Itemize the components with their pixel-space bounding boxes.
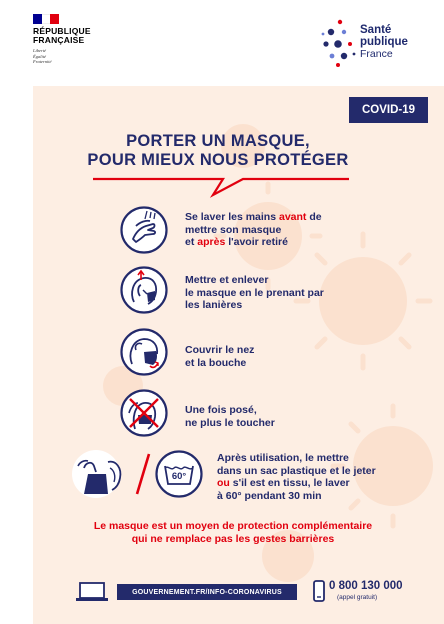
spf-line2: publique (360, 36, 408, 48)
step-5-text (217, 452, 422, 502)
step-text-segment: à 60° pendant 30 min (217, 489, 322, 502)
republique-line1: RÉPUBLIQUE (33, 26, 91, 36)
step-text-segment: Mettre et enlever (185, 274, 269, 286)
step-3-text (185, 344, 375, 369)
step-text-segment: les lanières (185, 299, 243, 311)
warning-message (53, 520, 413, 546)
handwashing-icon (120, 206, 168, 254)
step-text-segment: l'avoir retiré (225, 236, 288, 248)
step-1-text (185, 211, 375, 249)
phone-note: (appel gratuit) (337, 594, 378, 601)
title-line1: PORTER UN MASQUE, (126, 132, 310, 150)
spf-wordmark (360, 24, 408, 60)
warning-line1: Le masque est un moyen de protection complémentaire (93, 520, 373, 532)
warning-line2: qui ne remplace pas les gestes barrières (131, 533, 335, 545)
step-text-segment: Après utilisation, le mettre (217, 452, 349, 464)
poster-title (63, 132, 373, 170)
step-text-segment: ne plus le toucher (185, 416, 275, 429)
motto-egalite: Égalité (33, 53, 46, 59)
info-url-link[interactable]: GOUVERNEMENT.FR/INFO-CORONAVIRUS (117, 584, 297, 600)
motto-liberte: Liberté (33, 48, 46, 53)
french-flag-icon (33, 14, 59, 24)
header (0, 0, 444, 86)
step-2-text (185, 274, 375, 312)
step-text-segment: mettre son masque (185, 223, 282, 236)
phone-number[interactable]: 0 800 130 000 (329, 580, 403, 592)
step-text-segment: et (185, 236, 198, 248)
spf-line3: France (360, 48, 393, 60)
wash-60-icon (155, 450, 203, 498)
plastic-bag-icon (70, 448, 130, 500)
laptop-icon (75, 582, 109, 602)
highlight-text: ou (217, 477, 230, 489)
cover-nose-mouth-icon (120, 328, 168, 376)
mask-straps-icon (120, 266, 168, 314)
no-touch-icon (120, 389, 168, 437)
phone-icon (313, 580, 325, 602)
highlight-text: après (197, 236, 226, 248)
step-text-segment: le masque en le prenant par (185, 286, 324, 299)
spf-line1: Santé (360, 24, 392, 36)
slash-divider-icon (133, 450, 153, 498)
speech-bubble-line-icon (91, 176, 351, 198)
step-text-segment: dans un sac plastique et le jeter (217, 464, 376, 477)
motto-fraternite: Fraternité (33, 59, 52, 64)
title-line2: POUR MIEUX NOUS PROTÉGER (87, 151, 349, 169)
covid-badge: COVID-19 (349, 97, 428, 123)
wash-temp-label: 60° (171, 471, 187, 482)
sante-publique-france-logo (320, 14, 430, 74)
spf-dots-icon (320, 18, 358, 68)
step-4-text (185, 404, 375, 429)
republique-line2: FRANÇAISE (33, 35, 85, 45)
step-text-segment: Une fois posé, (185, 404, 257, 416)
highlight-text: avant (278, 211, 307, 223)
step-text-segment: et la bouche (185, 356, 247, 369)
step-text-segment: de (306, 211, 322, 223)
poster (33, 86, 444, 624)
footer (75, 580, 435, 606)
step-text-segment: Couvrir le nez (185, 344, 255, 356)
republique-francaise-logo (33, 14, 113, 65)
republique-motto (33, 48, 113, 65)
step-text-segment: s'il est en tissu, le laver (229, 477, 350, 489)
step-text-segment: Se laver les mains (185, 211, 279, 223)
